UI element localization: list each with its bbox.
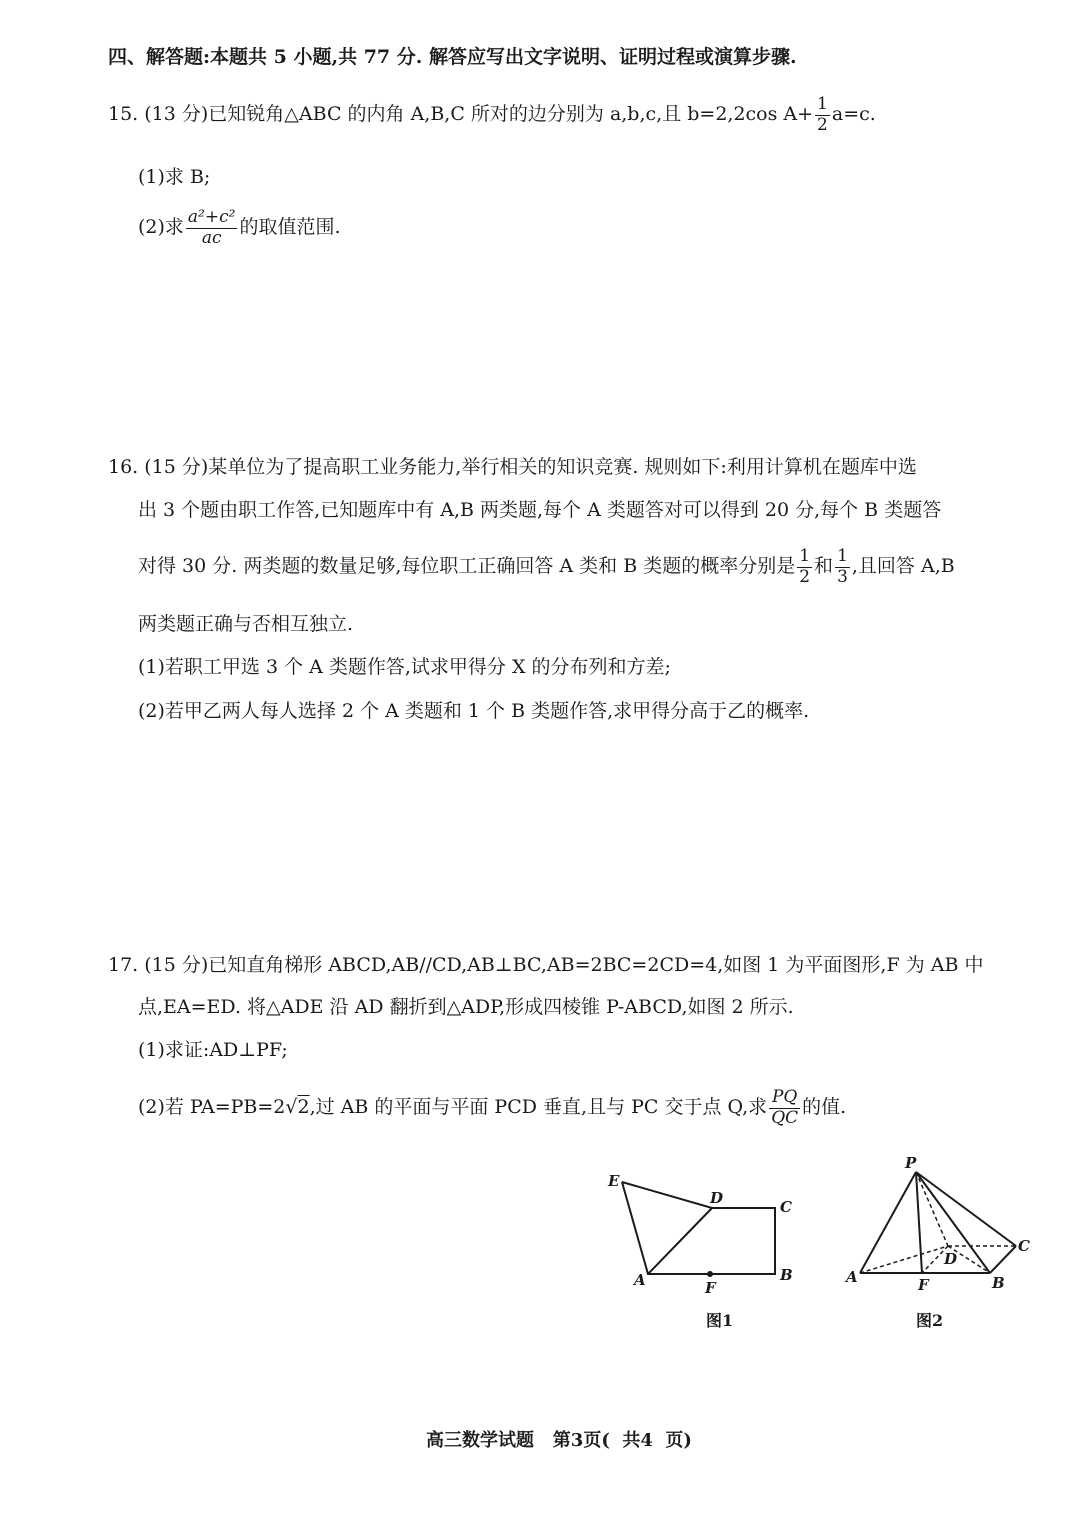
figure1-diagram bbox=[600, 1160, 810, 1300]
fig2-edge-PC bbox=[916, 1172, 1016, 1246]
q17-part2 bbox=[138, 1088, 846, 1128]
q15-part2 bbox=[138, 208, 341, 248]
fig1-label-C: C bbox=[780, 1198, 792, 1216]
fig1-label-D: D bbox=[710, 1189, 724, 1207]
q16-part2: (2)若甲乙两人每人选择 2 个 A 类题和 1 个 B 类题作答,求甲得分高于乙的概率. bbox=[138, 700, 810, 722]
fig2-label-B: B bbox=[992, 1274, 1005, 1292]
q15-part2-fraction bbox=[186, 208, 238, 248]
q17-part2-sqrt: 2 bbox=[297, 1096, 310, 1119]
q17-part2-a: (2)若 PA=PB=2 bbox=[138, 1096, 286, 1119]
fig1-label-F: F bbox=[705, 1279, 716, 1297]
fig2-label-F: F bbox=[918, 1276, 929, 1292]
q15-frac-num: 1 bbox=[817, 94, 828, 114]
q16-frac1-den: 2 bbox=[799, 566, 811, 587]
fig2-label-D: D bbox=[944, 1250, 958, 1268]
sqrt-sign-icon: √ bbox=[285, 1096, 298, 1119]
q15-stem-a: 15. (13 分)已知锐角△ABC 的内角 A,B,C 所对的边分别为 a,b,c,且 b=2,2cos A+ bbox=[108, 103, 814, 126]
q15-part2-den: ac bbox=[201, 227, 222, 248]
fig2-label-A: A bbox=[846, 1268, 858, 1286]
q17-part1: (1)求证:AD⊥PF; bbox=[138, 1039, 288, 1061]
q15-stem bbox=[108, 95, 876, 135]
q16-line3-b: ,且回答 A,B bbox=[851, 555, 955, 578]
fig2-edge-PF bbox=[916, 1172, 922, 1273]
q16-part1: (1)若职工甲选 3 个 A 类题作答,试求甲得分 X 的分布列和方差; bbox=[138, 656, 671, 678]
q16-frac1-num: 1 bbox=[799, 546, 811, 566]
q15-stem-b: a=c. bbox=[831, 103, 876, 126]
q15-part2-suffix: 的取值范围. bbox=[239, 216, 341, 239]
q17-part2-b: ,过 AB 的平面与平面 PCD 垂直,且与 PC 交于点 Q,求 bbox=[309, 1096, 768, 1119]
q16-frac2-num: 1 bbox=[837, 546, 848, 566]
figure1-caption: 图1 bbox=[706, 1311, 734, 1330]
figure2-diagram bbox=[840, 1152, 1040, 1292]
q16-line3-mid: 和 bbox=[814, 555, 834, 578]
q17-part2-fraction bbox=[769, 1088, 800, 1128]
fig1-edge-AD bbox=[648, 1208, 712, 1274]
fig2-label-P: P bbox=[905, 1154, 917, 1172]
q17-line1: 17. (15 分)已知直角梯形 ABCD,AB//CD,AB⊥BC,AB=2BC=2CD=4,如图 1 为平面图形,F 为 AB 中 bbox=[108, 954, 984, 976]
q16-line3 bbox=[138, 547, 955, 587]
q17-part2-den: QC bbox=[771, 1107, 799, 1128]
q15-frac-den: 2 bbox=[817, 114, 828, 135]
q15-part2-num: a²+c² bbox=[187, 207, 236, 227]
q16-line4: 两类题正确与否相互独立. bbox=[138, 613, 354, 635]
q16-frac2 bbox=[835, 547, 850, 587]
fig1-label-E: E bbox=[608, 1172, 620, 1190]
figure2-caption: 图2 bbox=[916, 1311, 944, 1330]
q15-part2-prefix: (2)求 bbox=[138, 216, 184, 239]
q17-part2-num: PQ bbox=[769, 1088, 800, 1109]
page-footer: 高三数学试题 第3页( 共4 页) bbox=[426, 1430, 692, 1451]
q17-part2-c: 的值. bbox=[802, 1096, 847, 1119]
q16-line2: 出 3 个题由职工作答,已知题库中有 A,B 两类题,每个 A 类题答对可以得到 20 分,每个 B 类题答 bbox=[138, 499, 942, 521]
q17-line2: 点,EA=ED. 将△ADE 沿 AD 翻折到△ADP,形成四棱锥 P-ABCD,如图 2 所示. bbox=[138, 996, 794, 1018]
section-heading: 四、解答题:本题共 5 小题,共 77 分. 解答应写出文字说明、证明过程或演算步骤. bbox=[108, 46, 797, 68]
q16-line3-a: 对得 30 分. 两类题的数量足够,每位职工正确回答 A 类和 B 类题的概率分别是 bbox=[138, 555, 796, 578]
fig1-edge-EDCBA bbox=[622, 1182, 775, 1274]
q15-part1: (1)求 B; bbox=[138, 166, 211, 188]
fig2-edge-BC bbox=[990, 1246, 1016, 1273]
fig1-point-F bbox=[707, 1271, 713, 1277]
q15-fraction bbox=[815, 95, 830, 135]
fig1-label-B: B bbox=[780, 1266, 793, 1284]
fig2-label-C: C bbox=[1018, 1237, 1030, 1255]
q16-line1: 16. (15 分)某单位为了提高职工业务能力,举行相关的知识竞赛. 规则如下:利用计算机在题库中选 bbox=[108, 456, 917, 478]
fig1-label-A: A bbox=[634, 1271, 646, 1289]
q16-frac2-den: 3 bbox=[837, 566, 848, 587]
q16-frac1 bbox=[797, 547, 812, 587]
